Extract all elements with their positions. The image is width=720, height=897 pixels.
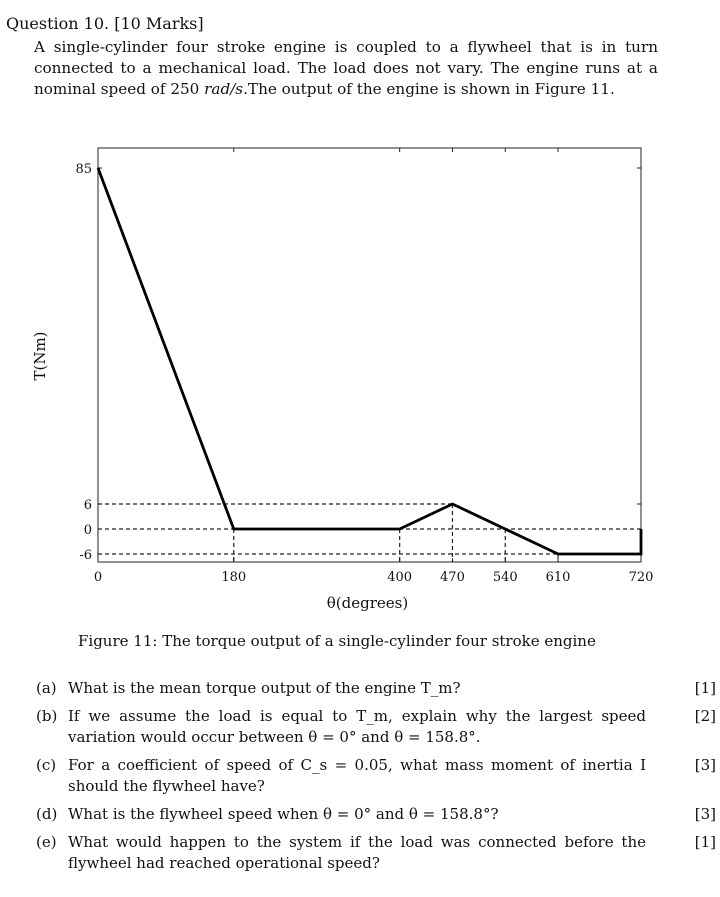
part-e	[36, 832, 716, 874]
y-tick-label: 85	[75, 162, 92, 177]
part-d	[36, 804, 716, 825]
x-tick-label: 400	[387, 570, 413, 585]
part-marks: [2]	[694, 707, 716, 725]
x-tick-label: 0	[93, 570, 103, 585]
torque-series-line	[98, 168, 641, 554]
part-marks: [3]	[694, 805, 716, 823]
part-text: What is the mean torque output of the engine T_m?	[68, 679, 461, 697]
part-label: (a)	[36, 679, 57, 697]
part-a	[36, 678, 716, 699]
part-b	[36, 706, 716, 748]
intro-unit: rad/s	[204, 80, 244, 98]
x-tick-label: 470	[440, 570, 465, 585]
part-text: For a coefficient of speed of C_s = 0.05, what mass moment of inertia I should the flywheel have?	[68, 756, 646, 795]
x-tick-label: 540	[492, 570, 518, 585]
part-label: (b)	[36, 707, 58, 725]
part-marks: [1]	[694, 679, 716, 697]
x-tick-label: 180	[221, 570, 247, 585]
x-tick-label: 610	[545, 570, 571, 585]
x-tick-label: 720	[628, 570, 654, 585]
part-label: (d)	[36, 805, 58, 823]
question-parts	[36, 678, 716, 881]
question-header	[6, 14, 204, 33]
part-c	[36, 755, 716, 797]
question-number: Question 10.	[6, 14, 110, 33]
part-marks: [1]	[694, 833, 716, 851]
y-axis-label: T(Nm)	[31, 331, 49, 381]
x-axis-label: θ(degrees)	[326, 594, 409, 612]
part-label: (c)	[36, 756, 57, 774]
part-marks: [3]	[694, 756, 716, 774]
y-tick-label: 6	[83, 498, 92, 513]
plot-frame	[98, 148, 641, 562]
question-intro	[34, 37, 658, 100]
torque-chart	[0, 140, 720, 630]
part-text: What would happen to the system if the load was connected before the flywheel had reached operational speed?	[68, 833, 646, 872]
question-marks: [10 Marks]	[114, 14, 204, 33]
intro-pre: A single-cylinder four stroke engine is coupled to a flywheel that is in turn connected to a mechanical load. The load does not vary. The engine runs at a nominal speed of 250	[34, 38, 658, 98]
y-tick-label: 0	[83, 523, 92, 538]
part-label: (e)	[36, 833, 57, 851]
part-text: If we assume the load is equal to T_m, explain why the largest speed variation would occur between θ = 0° and θ = 158.8°.	[68, 707, 646, 746]
part-text: What is the flywheel speed when θ = 0° and θ = 158.8°?	[68, 805, 499, 823]
figure-caption: Figure 11: The torque output of a single-cylinder four stroke engine	[78, 632, 596, 650]
intro-post: .The output of the engine is shown in Figure 11.	[243, 80, 615, 98]
y-tick-label: -6	[79, 548, 92, 563]
